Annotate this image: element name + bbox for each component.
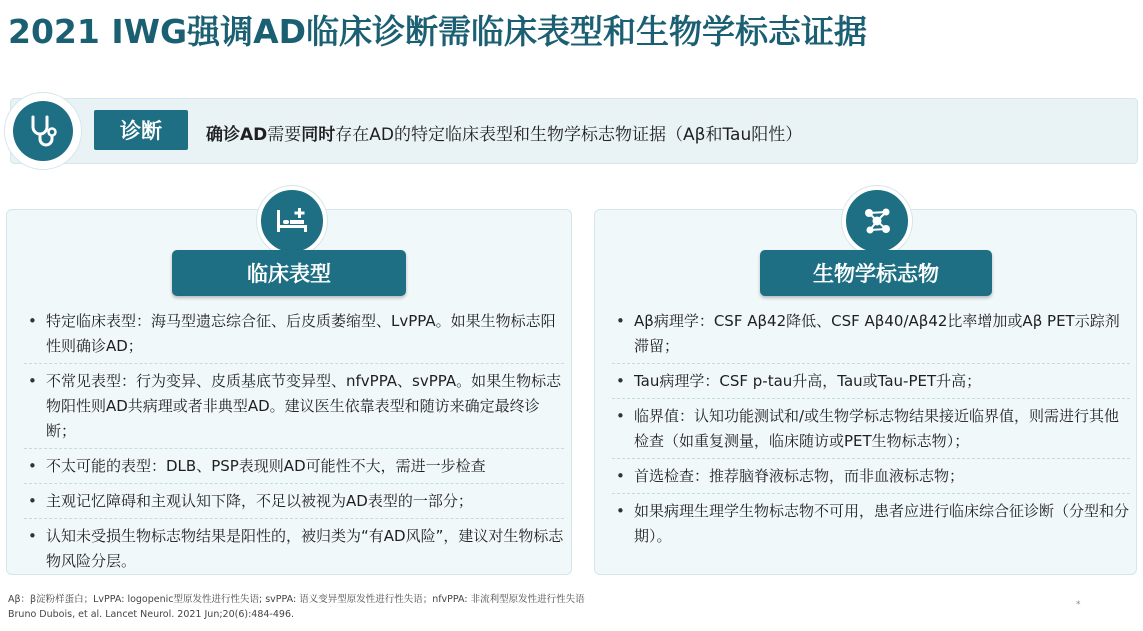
list-item: • 如果病理生理学生物标志物不可用，患者应进行临床综合征诊断（分型和分期）。 — [612, 499, 1130, 553]
stethoscope-icon — [13, 101, 73, 161]
clinical-phenotype-heading: 临床表型 — [172, 250, 406, 296]
bold-simultaneously: 同时 — [301, 125, 336, 145]
biomarker-heading: 生物学标志物 — [760, 250, 992, 296]
biomarker-list — [612, 309, 1130, 558]
list-item: • 首选检查：推荐脑脊液标志物，而非血液标志物； — [612, 464, 1130, 494]
page-title: 2021 IWG强调AD临床诊断需临床表型和生物学标志证据 — [8, 12, 868, 51]
list-item: • 认知未受损生物标志物结果是阳性的，被归类为“有AD风险”，建议对生物标志物风险分层。 — [24, 524, 564, 578]
hospital-bed-icon — [257, 186, 327, 256]
corner-mark: * — [1076, 600, 1081, 610]
list-item: • Tau病理学：CSF p-tau升高，Tau或Tau-PET升高； — [612, 369, 1130, 399]
molecule-network-icon — [842, 186, 912, 256]
diagnosis-label: 诊断 — [94, 110, 188, 150]
diagnosis-statement — [206, 120, 802, 145]
list-item: • Aβ病理学：CSF Aβ42降低、CSF Aβ40/Aβ42比率增加或Aβ PET示踪剂滞留； — [612, 309, 1130, 364]
text-rest: 存在AD的特定临床表型和生物学标志物证据（Aβ和Tau阳性） — [335, 125, 803, 145]
bold-confirm-ad: 确诊AD — [206, 125, 268, 145]
text-need: 需要 — [267, 125, 302, 145]
list-item: • 临界值：认知功能测试和/或生物学标志物结果接近临界值，则需进行其他检查（如重复测量，临床随访或PET生物标志物）； — [612, 404, 1130, 459]
list-item: • 特定临床表型：海马型遗忘综合征、后皮质萎缩型、LvPPA。如果生物标志阳性则确诊AD； — [24, 309, 564, 364]
list-item: • 主观记忆障碍和主观认知下降，不足以被视为AD表型的一部分； — [24, 489, 564, 519]
list-item: • 不太可能的表型：DLB、PSP表现则AD可能性不大，需进一步检查 — [24, 454, 564, 484]
clinical-phenotype-list — [24, 309, 564, 583]
list-item: • 不常见表型：行为变异、皮质基底节变异型、nfvPPA、svPPA。如果生物标志物阳性则AD共病理或者非典型AD。建议医生依靠表型和随访来确定最终诊断； — [24, 369, 564, 449]
reference-footnote: Bruno Dubois, et al. Lancet Neurol. 2021 Jun;20(6):484-496. — [8, 609, 295, 620]
abbreviation-footnote: Aβ：β淀粉样蛋白；LvPPA: logopenic型原发性进行性失语; svPPA: 语义变异型原发性进行性失语；nfvPPA: 非流利型原发性进行性失语 — [8, 594, 585, 605]
